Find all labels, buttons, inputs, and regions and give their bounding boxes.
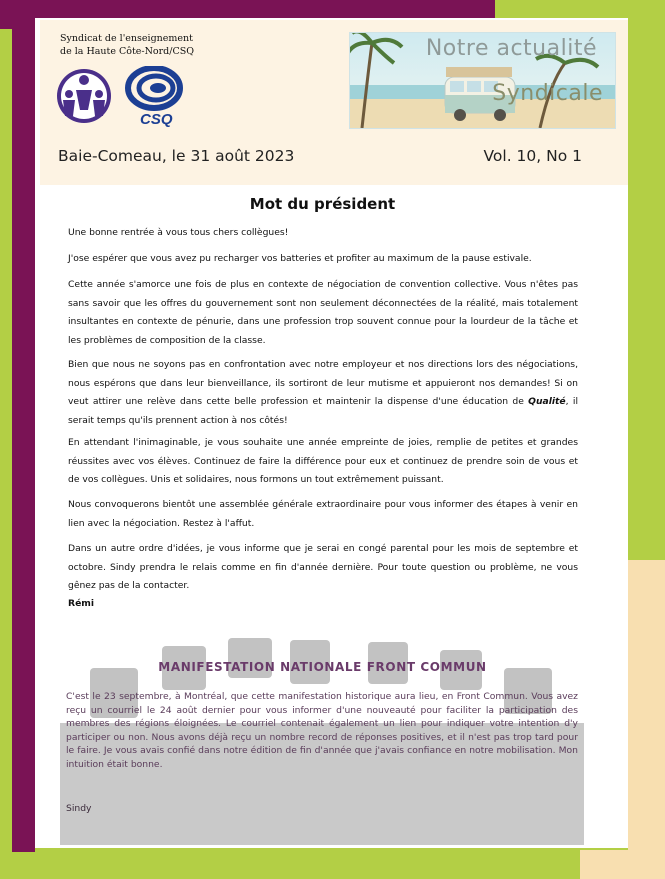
union-name — [60, 32, 260, 58]
csq-swirl-icon — [124, 66, 186, 128]
frame-green-top — [495, 0, 665, 18]
union-people-logo — [54, 64, 114, 134]
frame-peach-bottom — [580, 850, 665, 879]
union-name-line1: Syndicat de l'enseignement — [60, 33, 193, 44]
beach-banner — [349, 32, 616, 129]
newsletter-header — [40, 20, 628, 185]
csq-logo-text: CSQ — [140, 111, 173, 128]
article-title: Mot du président — [249, 195, 396, 213]
banner-title-top: Notre actualité — [425, 36, 597, 61]
union-name-line2: de la Haute Côte-Nord/CSQ — [60, 46, 195, 57]
issue-date: Baie-Comeau, le 31 août 2023 — [58, 147, 295, 165]
banner-title-bottom: Syndicale — [492, 81, 603, 106]
rally-title: MANIFESTATION NATIONALE FRONT COMMUN — [158, 660, 487, 674]
article-signature: Rémi — [68, 598, 95, 609]
frame-green-right — [628, 0, 665, 560]
rally-paragraph: C'est le 23 septembre, à Montréal, que cette manifestation historique aura lieu, en Front Commun. Vous avez reçu un courriel le 24 août dernier pour vous informer d'une nouveauté pour faciliter la participation des membres des régions éloignées. Le courriel contenait également un lien pour indiquer votre intention d'y participer ou non. Nous avons déjà reçu un nombre record de réponses positives, et il n'est pas trop tard pour le faire. Je vous avais confié dans notre édition de fin d'année que j'avais confiance en notre mobilisation. Mon intuition était bonne. — [66, 691, 578, 770]
article-paragraph: Une bonne rentrée à vous tous chers collègues! — [68, 227, 289, 238]
frame-peach-right — [628, 560, 665, 879]
article-paragraph: Cette année s'amorce une fois de plus en contexte de négociation de convention collective. Vous n'êtes pas sans savoir que les offres du gouvernement sont non seulement déconnectées de la réalité, mais totalement insultantes en contexte de pénurie, dans une profession trop souvent connue pour la lourdeur de la tâche et les problèmes de composition de la classe. — [68, 279, 578, 346]
frame-purple-left — [12, 0, 35, 852]
issue-volume: Vol. 10, No 1 — [483, 147, 582, 165]
emphasis-word: Qualité — [528, 396, 566, 407]
article-paragraph: J'ose espérer que vous avez pu recharger vos batteries et profiter au maximum de la pause estivale. — [68, 253, 532, 264]
frame-green-bottom — [0, 848, 665, 879]
article-paragraph: Nous convoquerons bientôt une assemblée générale extraordinaire pour vous informer des étapes à venir en lien avec la négociation. Restez à l'affut. — [68, 499, 578, 529]
csq-logo — [124, 66, 186, 128]
article-paragraph: En attendant l'inimaginable, je vous souhaite une année empreinte de joies, remplie de petites et grandes réussites avec vos élèves. Continuez de faire la différence pour eux et continuez de prendre soin de vous et de vos collègues. Unis et solidaires, nous formons un tout extrêmement puissant. — [68, 437, 578, 485]
article-paragraph: Dans un autre ordre d'idées, je vous informe que je serai en congé parental pour les mois de septembre et octobre. Sindy prendra le relais comme en fin d'année dernière. Pour toute question ou problème, ne vous gênez pas de la contacter. — [68, 543, 578, 591]
article-paragraph: Bien que nous ne soyons pas en confrontation avec notre employeur et nos directions lors des négociations, nous espérons que dans leur bienveillance, ils sortiront de leur mutisme et appuieront nos demandes! Si on veut attirer une relève dans cette belle profession et maintenir la dispense d'une éducation de Qualité, il serait temps qu'ils prennent action à nos côtés! — [68, 359, 578, 426]
rally-signature: Sindy — [66, 803, 92, 814]
